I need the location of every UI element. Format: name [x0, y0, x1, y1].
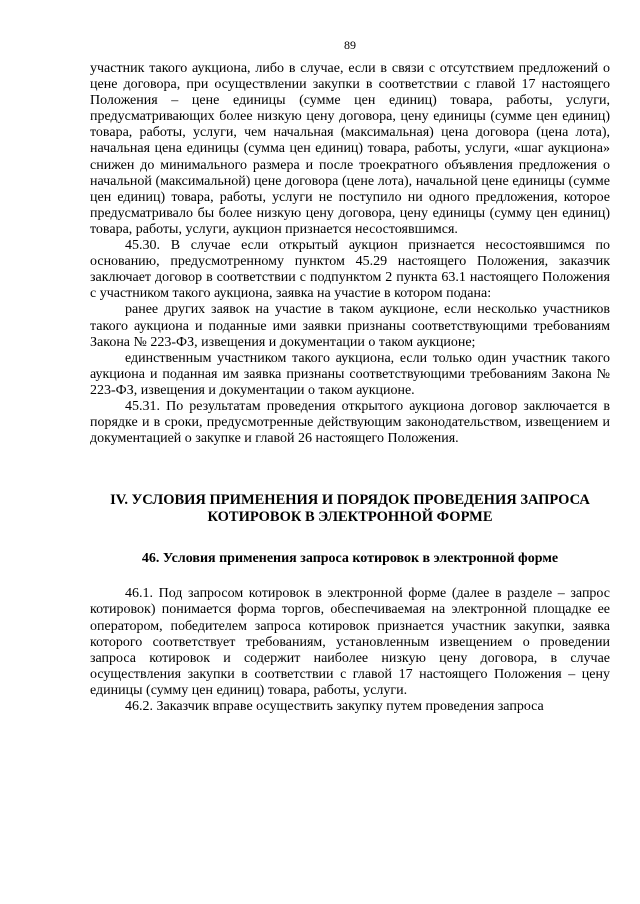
paragraph: 45.30. В случае если открытый аукцион признается несостоявшимся по основанию, предусмотренному пунктом 45.29 настоящего Положения, заказчик заключает договор в соответствии с подпунктом 2 пункта 63.1 настоящего Положения с участником такого аукциона, заявка на участие в котором подана:	[90, 238, 610, 302]
paragraph: единственным участником такого аукциона, если только один участник такого аукциона и поданная им заявка признаны соответствующими требованиям Закона № 223-ФЗ, извещения и документации о таком аукционе.	[90, 350, 610, 398]
subsection-heading: 46. Условия применения запроса котировок в электронной форме	[141, 551, 559, 567]
paragraph: участник такого аукциона, либо в случае, если в связи с отсутствием предложений о цене договора, при осуществлении закупки в соответствии с главой 17 настоящего Положения – цене единицы (сумме цен единиц) товара, работы, услуги, предусматривающих более низкую цену договора, цену единицы (сумме цен единиц) товара, работы, услуги, чем начальная (максимальная) цена договора (цена лота), начальная цена единицы (сумма цен единиц) товара, работы, услуги, «шаг аукциона» снижен до минимального размера и после троекратного объявления предложения о начальной (максимальной) цене договора (цене лота), начальной цене единицы (сумме цен единиц) товара, работы, услуги не поступило ни одного предложения, которое предусматривало бы более низкую цену договора, цену единицы (сумму цен единиц) товара, работы, услуги, аукцион признается несостоявшимся.	[90, 61, 610, 237]
paragraph: 45.31. По результатам проведения открытого аукциона договор заключается в порядке и в сроки, предусмотренные действующим законодательством, извещением и документацией о закупке и главой 26 настоящего Положения.	[90, 398, 610, 447]
section-heading: IV. УСЛОВИЯ ПРИМЕНЕНИЯ И ПОРЯДОК ПРОВЕДЕНИЯ ЗАПРОСА КОТИРОВОК В ЭЛЕКТРОННОЙ ФОРМЕ	[110, 492, 590, 526]
document-body	[90, 61, 610, 715]
page-number: 89	[344, 38, 356, 52]
paragraph: 46.1. Под запросом котировок в электронной форме (далее в разделе – запрос котировок) понимается форма торгов, обеспечиваемая на электронной площадке ее оператором, победителем запроса котировок признается участник закупки, заявка которого соответствует требованиям, установленным извещением о проведении запроса котировок и содержит наиболее низкую цену договора, в случае осуществления закупки в соответствии с главой 17 настоящего Положения – цену единицы (сумму цен единиц) товара, работы, услуги.	[90, 586, 610, 698]
paragraph: 46.2. Заказчик вправе осуществить закупку путем проведения запроса	[125, 699, 544, 714]
paragraph: ранее других заявок на участие в таком аукционе, если несколько участников такого аукциона и поданные ими заявки признаны соответствующими требованиям Закона № 223-ФЗ, извещения и документации о таком аукционе;	[90, 302, 610, 350]
